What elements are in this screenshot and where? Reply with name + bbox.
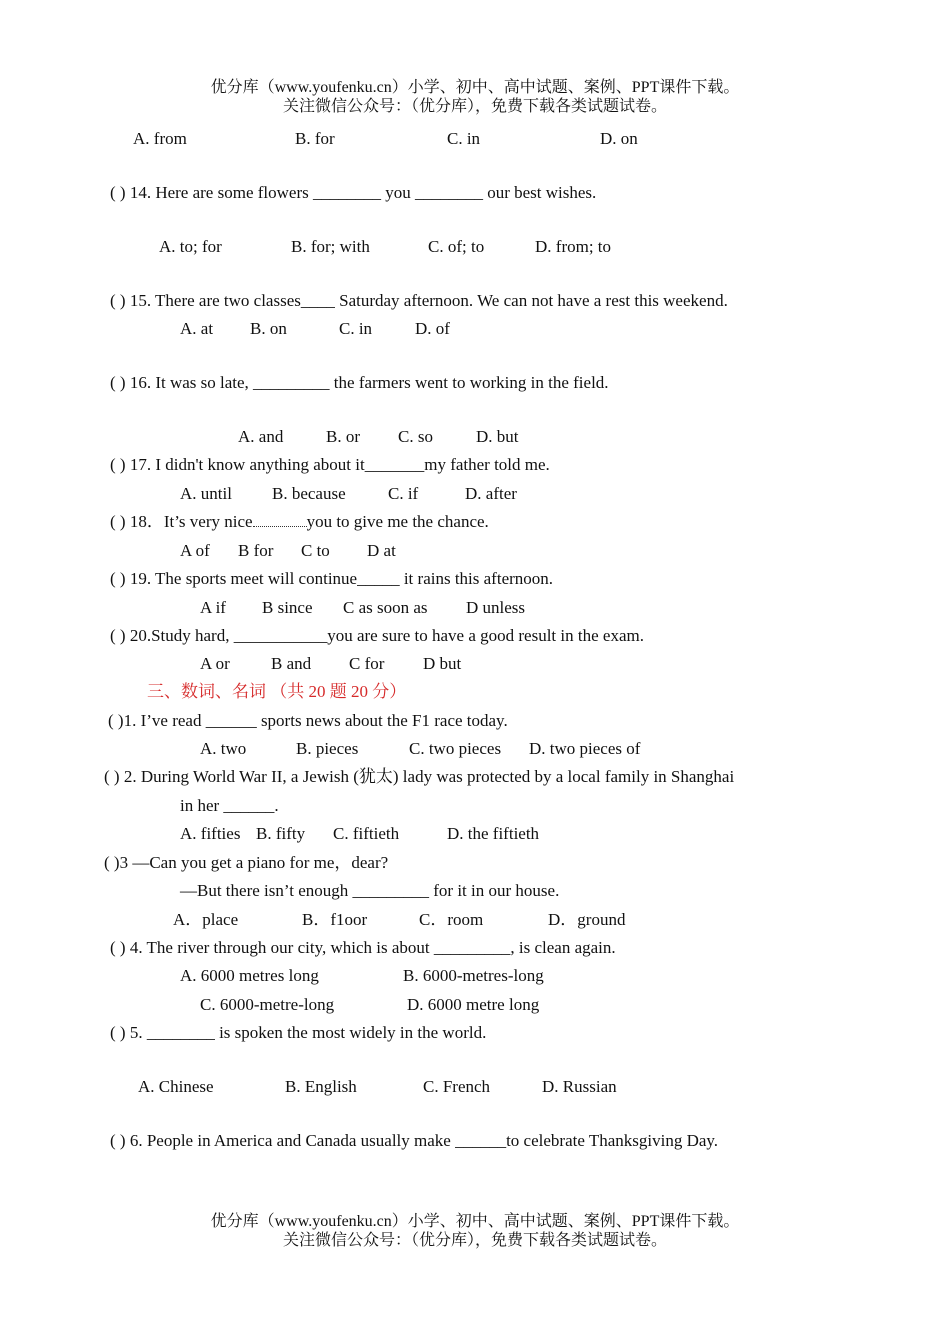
s4-option-d[interactable]: D. 6000 metre long	[407, 995, 540, 1014]
q17-option-a[interactable]: A. until	[180, 484, 232, 503]
q17-option-b[interactable]: B. because	[272, 484, 346, 503]
q16-option-c[interactable]: C. so	[398, 427, 433, 446]
s5-question: ( ) 5. ________ is spoken the most widely in the world.	[110, 1023, 487, 1042]
q15-option-b[interactable]: B. on	[250, 319, 287, 338]
q19-option-a[interactable]: A if	[200, 598, 226, 617]
s4-option-c[interactable]: C. 6000-metre-long	[200, 995, 335, 1014]
q19-option-c[interactable]: C as soon as	[343, 598, 428, 617]
s4-option-b[interactable]: B. 6000-metres-long	[403, 966, 544, 985]
q17-option-c[interactable]: C. if	[388, 484, 419, 503]
q14-question: ( ) 14. Here are some flowers ________ you ________ our best wishes.	[110, 183, 597, 202]
q18-question-suffix: you to give me the chance.	[306, 512, 489, 531]
q14-option-c[interactable]: C. of; to	[428, 237, 485, 256]
s2-option-d[interactable]: D. the fiftieth	[447, 824, 540, 843]
s3-option-d[interactable]: D．ground	[548, 910, 626, 929]
q19-question: ( ) 19. The sports meet will continue_____ it rains this afternoon.	[110, 569, 554, 588]
q18-blank	[253, 514, 307, 527]
s3-option-b[interactable]: B．f1oor	[302, 910, 368, 929]
q20-option-b[interactable]: B and	[271, 654, 312, 673]
s3-option-c[interactable]: C．room	[419, 910, 484, 929]
s2-question: ( ) 2. During World War II, a Jewish (犹太) lady was protected by a local family in Shanghai	[104, 767, 735, 786]
q19-option-b[interactable]: B since	[262, 598, 313, 617]
s3-question: ( )3 —Can you get a piano for me，dear?	[104, 853, 389, 872]
s3-option-a[interactable]: A．place	[173, 910, 239, 929]
q20-option-a[interactable]: A or	[200, 654, 230, 673]
s1-option-c[interactable]: C. two pieces	[409, 739, 502, 758]
q18-question	[110, 511, 489, 533]
s5-option-a[interactable]: A. Chinese	[138, 1077, 214, 1096]
q15-question: ( ) 15. There are two classes____ Saturday afternoon. We can not have a rest this weekend.	[110, 291, 728, 310]
s1-option-d[interactable]: D. two pieces of	[529, 739, 641, 758]
q16-option-d[interactable]: D. but	[476, 427, 519, 446]
q20-option-d[interactable]: D but	[423, 654, 462, 673]
s2-option-a[interactable]: A. fifties	[180, 824, 241, 843]
s1-option-a[interactable]: A. two	[200, 739, 247, 758]
s5-option-c[interactable]: C. French	[423, 1077, 491, 1096]
q16-option-a[interactable]: A. and	[238, 427, 284, 446]
s1-question: ( )1. I’ve read ______ sports news about the F1 race today.	[108, 711, 508, 730]
q14-option-d[interactable]: D. from; to	[535, 237, 612, 256]
q18-option-a[interactable]: A of	[180, 541, 210, 560]
q13-option-d[interactable]: D. on	[600, 129, 638, 148]
q13-option-c[interactable]: C. in	[447, 129, 481, 148]
q15-option-a[interactable]: A. at	[180, 319, 214, 338]
s1-option-b[interactable]: B. pieces	[296, 739, 359, 758]
q20-option-c[interactable]: C for	[349, 654, 385, 673]
s2-question-continued: in her ______.	[180, 796, 279, 815]
q20-question: ( ) 20.Study hard, ___________you are sure to have a good result in the exam.	[110, 626, 644, 645]
q18-option-c[interactable]: C to	[301, 541, 330, 560]
q17-question: ( ) 17. I didn't know anything about it_______my father told me.	[110, 455, 550, 474]
s4-option-a[interactable]: A. 6000 metres long	[180, 966, 319, 985]
q18-option-b[interactable]: B for	[238, 541, 274, 560]
s5-option-d[interactable]: D. Russian	[542, 1077, 617, 1096]
q16-question: ( ) 16. It was so late, _________ the farmers went to working in the field.	[110, 373, 609, 392]
q14-option-a[interactable]: A. to; for	[159, 237, 222, 256]
footer-line-1: 优分库（www.youfenku.cn）小学、初中、高中试题、案例、PPT课件下载。	[210, 1213, 740, 1230]
q15-option-d[interactable]: D. of	[415, 319, 450, 338]
q14-option-b[interactable]: B. for; with	[291, 237, 370, 256]
s2-option-b[interactable]: B. fifty	[256, 824, 306, 843]
s3-question-continued: —But there isn’t enough _________ for it in our house.	[180, 881, 560, 900]
s2-option-c[interactable]: C. fiftieth	[333, 824, 400, 843]
q15-option-c[interactable]: C. in	[339, 319, 373, 338]
section-3-title: 三、数词、名词 （共 20 题 20 分）	[147, 682, 407, 701]
q13-option-b[interactable]: B. for	[295, 129, 335, 148]
s5-option-b[interactable]: B. English	[285, 1077, 357, 1096]
q18-question-prefix: ( ) 18．It’s very nice	[110, 512, 253, 531]
q19-option-d[interactable]: D unless	[466, 598, 526, 617]
q13-option-a[interactable]: A. from	[133, 129, 187, 148]
header-line-1: 优分库（www.youfenku.cn）小学、初中、高中试题、案例、PPT课件下载。	[210, 79, 740, 96]
q17-option-d[interactable]: D. after	[465, 484, 517, 503]
header-line-2: 关注微信公众号：（优分库），免费下载各类试题试卷。	[282, 98, 667, 115]
s4-question: ( ) 4. The river through our city, which is about _________, is clean again.	[110, 938, 616, 957]
q16-option-b[interactable]: B. or	[326, 427, 360, 446]
footer-line-2: 关注微信公众号：（优分库），免费下载各类试题试卷。	[282, 1232, 667, 1249]
s6-question: ( ) 6. People in America and Canada usually make ______to celebrate Thanksgiving Day.	[110, 1131, 719, 1150]
q18-option-d[interactable]: D at	[367, 541, 396, 560]
